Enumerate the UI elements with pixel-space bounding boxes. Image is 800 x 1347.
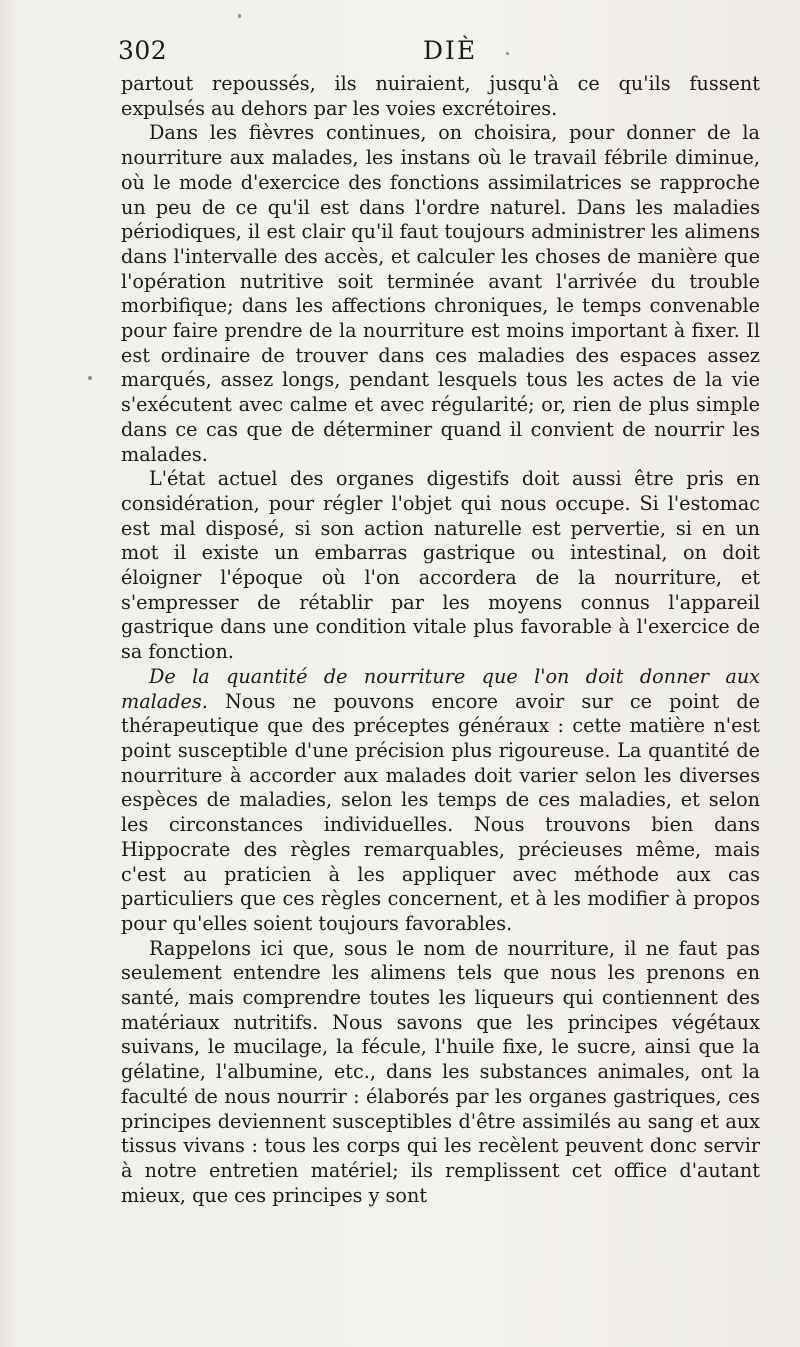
running-head: DIÈ [423, 36, 478, 65]
paragraph-quantity-text: Nous ne pouvons encore avoir sur ce point de thérapeutique que des préceptes généraux : cette matière n'est point susceptible d'une précision plus rigoureuse. La quantité de nourriture à accorder aux malades doit varier selon les diverses espèces de maladies, selon les temps de ces maladies, et selon les circonstances individuelles. Nous trouvons bien dans Hippocrate des règles remarquables, précieuses même, mais c'est au praticien à les appliquer avec méthode aux cas particuliers que ces règles concernent, et à les modifier à propos pour qu'elles soient toujours favorables. [121, 689, 760, 935]
paragraph-digestive-organs: L'état actuel des organes digestifs doit aussi être pris en considération, pour régler l'objet qui nous occupe. Si l'estomac est mal disposé, si son action naturelle est pervertie, si en un mot il existe un embarras gastrique ou intestinal, on doit éloigner l'époque où l'on accordera de la nourriture, et s'empresser de rétablir par les moyens connus l'appareil gastrique dans une condition vitale plus favorable à l'exercice de sa fonction. [121, 467, 760, 664]
ink-speck [88, 376, 92, 380]
page-number: 302 [118, 36, 168, 65]
paragraph-quantity [121, 665, 760, 937]
ink-speck [238, 14, 241, 18]
ink-speck [506, 52, 509, 55]
paragraph-nourishment: Rappelons ici que, sous le nom de nourriture, il ne faut pas seulement entendre les alimens tels que nous les prenons en santé, mais comprendre toutes les liqueurs qui contiennent des matériaux nutritifs. Nous savons que les principes végétaux suivans, le mucilage, la fécule, l'huile fixe, le sucre, ainsi que la gélatine, l'albumine, etc., dans les substances animales, ont la faculté de nous nourrir : élaborés par les organes gastriques, ces principes deviennent susceptibles d'être assimilés au sang et aux tissus vivans : tous les corps qui les recèlent peuvent donc servir à notre entretien matériel; ils remplissent cet office d'autant mieux, que ces principes y sont [121, 936, 760, 1207]
paragraph-fevers: Dans les fièvres continues, on choisira, pour donner de la nourriture aux malades, les instans où le travail fébrile diminue, où le mode d'exercice des fonctions assimilatrices se rapproche un peu de ce qu'il est dans l'ordre naturel. Dans les maladies périodiques, il est clair qu'il faut toujours administrer les alimens dans l'intervalle des accès, et calculer les choses de manière que l'opération nutritive soit terminée avant l'arrivée du trouble morbifique; dans les affections chroniques, le temps convenable pour faire prendre de la nourriture est moins important à fixer. Il est ordinaire de trouver dans ces maladies des espaces assez marqués, assez longs, pendant lesquels tous les actes de la vie s'exécutent avec calme et avec régularité; or, rien de plus simple dans ce cas que de déterminer quand il convient de nourrir les malades. [121, 121, 760, 466]
page-header [118, 34, 760, 68]
section-heading-italic: De la quantité de nourriture que l'on doit donner aux malades. [121, 664, 760, 713]
paragraph-continuation: partout repoussés, ils nuiraient, jusqu'à ce qu'ils fussent expulsés au dehors par les voies excrétoires. [121, 72, 760, 120]
body-text [121, 72, 760, 1208]
